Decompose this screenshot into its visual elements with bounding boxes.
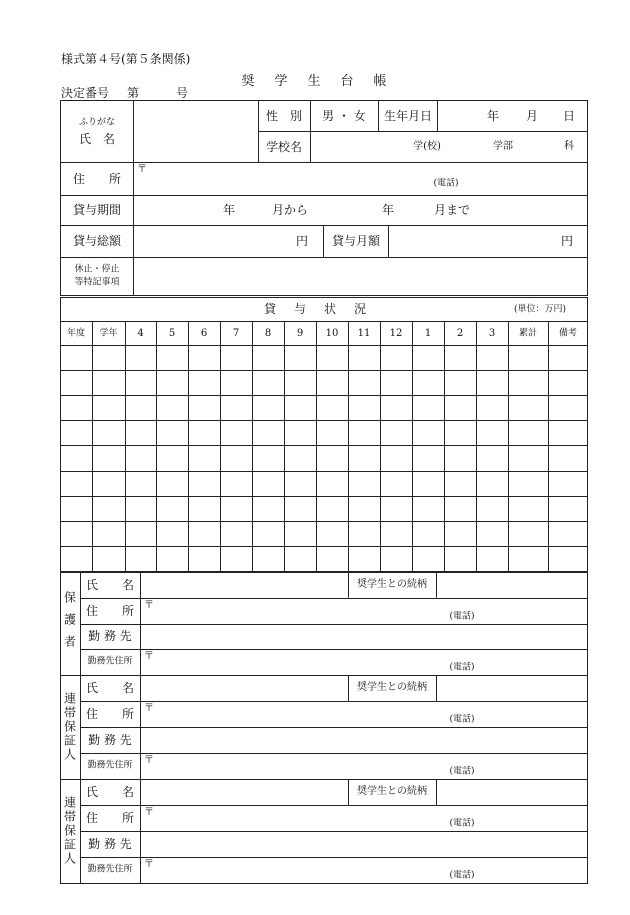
loan-header-1: 学年 [99, 328, 118, 339]
person-address-label: 住 所 [85, 603, 135, 618]
loan-cell[interactable] [549, 371, 588, 395]
loan-cell[interactable] [509, 472, 548, 496]
loan-cell[interactable] [93, 522, 125, 546]
loan-cell[interactable] [445, 396, 476, 420]
person-group-label: 保護者 [62, 590, 77, 657]
loan-cell[interactable] [509, 547, 548, 571]
loan-cell[interactable] [549, 446, 588, 470]
loan-cell[interactable] [189, 371, 220, 395]
person-name-field[interactable] [141, 676, 348, 701]
phone-label: (電話) [433, 178, 459, 189]
loan-cell[interactable] [285, 497, 316, 521]
loan-cell[interactable] [61, 522, 92, 546]
person-work-address-label: 勤務先住所 [87, 760, 133, 771]
loan-cell[interactable] [477, 371, 508, 395]
person-work-field[interactable] [141, 625, 587, 650]
monthly-yen: 円 [560, 234, 574, 248]
person-work-postal-mark: 〒 [144, 755, 154, 766]
loan-cell[interactable] [381, 421, 412, 445]
sex-options[interactable]: 男 ・ 女 [322, 109, 366, 123]
person-address-field[interactable] [141, 599, 587, 624]
page-title: 奨学生台帳 [241, 74, 407, 89]
loan-cell[interactable] [253, 446, 284, 470]
loan-cell[interactable] [317, 446, 348, 470]
loan-cell[interactable] [221, 346, 252, 370]
loan-cell[interactable] [253, 497, 284, 521]
person-work-postal-mark: 〒 [144, 651, 154, 663]
loan-cell[interactable] [509, 371, 548, 395]
loan-cell[interactable] [189, 547, 220, 571]
period-from-year: 年 [222, 203, 236, 217]
loan-cell[interactable] [445, 522, 476, 546]
loan-cell[interactable] [477, 472, 508, 496]
loan-header-5: 7 [232, 328, 240, 339]
person-work-address-field[interactable] [141, 754, 587, 779]
loan-cell[interactable] [285, 421, 316, 445]
loan-cell[interactable] [349, 371, 380, 395]
dob-field[interactable] [438, 101, 587, 131]
person-name-label: 氏 名 [85, 785, 135, 799]
loan-cell[interactable] [61, 446, 92, 470]
loan-cell[interactable] [157, 497, 188, 521]
loan-cell[interactable] [317, 346, 348, 370]
loan-cell[interactable] [349, 396, 380, 420]
loan-cell[interactable] [349, 472, 380, 496]
loan-cell[interactable] [61, 371, 92, 395]
loan-cell[interactable] [157, 547, 188, 571]
loan-cell[interactable] [93, 472, 125, 496]
loan-cell[interactable] [413, 472, 444, 496]
loan-cell[interactable] [381, 396, 412, 420]
loan-cell[interactable] [253, 396, 284, 420]
period-label: 貸与期間 [72, 203, 122, 217]
person-work-label: 勤 務 先 [88, 733, 132, 747]
loan-cell[interactable] [189, 396, 220, 420]
person-name-field[interactable] [141, 780, 348, 805]
person-name-field[interactable] [141, 573, 348, 598]
loan-cell[interactable] [285, 371, 316, 395]
person-work-field[interactable] [141, 832, 587, 857]
loan-cell[interactable] [477, 522, 508, 546]
loan-cell[interactable] [253, 522, 284, 546]
loan-header-8: 10 [325, 328, 339, 339]
person-work-field[interactable] [141, 728, 587, 753]
monthly-field[interactable] [389, 226, 587, 257]
person-relation-field[interactable] [437, 573, 587, 598]
loan-cell[interactable] [413, 371, 444, 395]
loan-cell[interactable] [253, 371, 284, 395]
person-work-label: 勤 務 先 [88, 629, 132, 644]
loan-header-12: 2 [456, 328, 464, 339]
loan-cell[interactable] [349, 497, 380, 521]
loan-cell[interactable] [221, 446, 252, 470]
loan-cell[interactable] [509, 396, 548, 420]
loan-cell[interactable] [381, 472, 412, 496]
loan-cell[interactable] [189, 421, 220, 445]
loan-cell[interactable] [477, 497, 508, 521]
loan-cell[interactable] [189, 472, 220, 496]
loan-cell[interactable] [509, 446, 548, 470]
form-number-label: 様式第４号(第５条関係) [61, 52, 191, 66]
loan-cell[interactable] [349, 421, 380, 445]
loan-cell[interactable] [61, 547, 92, 571]
person-relation-label: 奨学生との続柄 [357, 786, 427, 797]
dob-year: 年 [486, 109, 500, 123]
loan-cell[interactable] [413, 421, 444, 445]
loan-cell[interactable] [549, 346, 588, 370]
loan-cell[interactable] [253, 421, 284, 445]
loan-cell[interactable] [509, 421, 548, 445]
loan-cell[interactable] [477, 396, 508, 420]
loan-cell[interactable] [381, 346, 412, 370]
furigana-label: ふりがな [78, 117, 116, 128]
loan-cell[interactable] [221, 522, 252, 546]
loan-cell[interactable] [445, 371, 476, 395]
person-phone-label: (電話) [449, 714, 475, 725]
loan-cell[interactable] [381, 371, 412, 395]
loan-cell[interactable] [157, 371, 188, 395]
loan-cell[interactable] [413, 346, 444, 370]
loan-cell[interactable] [61, 396, 92, 420]
loan-header-14: 累計 [518, 328, 538, 339]
loan-cell[interactable] [509, 522, 548, 546]
loan-cell[interactable] [445, 472, 476, 496]
loan-cell[interactable] [126, 446, 156, 470]
loan-cell[interactable] [61, 346, 92, 370]
period-to-year: 年 [381, 203, 395, 217]
person-group-label: 連帯保証人 [62, 692, 77, 762]
person-relation-label: 奨学生との続柄 [357, 578, 427, 590]
loan-status-title: 貸与状況 [263, 302, 385, 316]
postal-mark: 〒 [137, 164, 147, 175]
name-label: 氏 名 [78, 132, 116, 146]
loan-cell[interactable] [285, 522, 316, 546]
loan-cell[interactable] [381, 522, 412, 546]
person-work-label: 勤 務 先 [88, 837, 132, 851]
loan-cell[interactable] [126, 472, 156, 496]
loan-cell[interactable] [253, 472, 284, 496]
person-postal-mark: 〒 [144, 807, 154, 818]
loan-cell[interactable] [349, 522, 380, 546]
loan-cell[interactable] [157, 446, 188, 470]
dob-month: 月 [525, 109, 539, 123]
person-phone-label: (電話) [449, 611, 475, 621]
loan-cell[interactable] [549, 522, 588, 546]
loan-cell[interactable] [317, 396, 348, 420]
loan-cell[interactable] [157, 421, 188, 445]
loan-cell[interactable] [413, 446, 444, 470]
loan-cell[interactable] [413, 396, 444, 420]
period-to: 月まで [433, 203, 471, 217]
loan-cell[interactable] [285, 547, 316, 571]
loan-cell[interactable] [445, 446, 476, 470]
person-address-field[interactable] [141, 702, 587, 727]
person-address-label: 住 所 [85, 811, 135, 825]
school-field[interactable] [311, 132, 587, 162]
loan-cell[interactable] [381, 446, 412, 470]
loan-header-9: 11 [357, 328, 371, 339]
loan-cell[interactable] [93, 421, 125, 445]
loan-cell[interactable] [61, 497, 92, 521]
loan-cell[interactable] [413, 497, 444, 521]
loan-header-11: 1 [424, 328, 432, 339]
monthly-label: 貸与月額 [331, 234, 381, 248]
loan-cell[interactable] [126, 396, 156, 420]
decision-number-go: 号 [176, 86, 189, 100]
loan-cell[interactable] [349, 346, 380, 370]
loan-cell[interactable] [477, 346, 508, 370]
loan-cell[interactable] [381, 497, 412, 521]
dob-label: 生年月日 [383, 109, 433, 123]
loan-cell[interactable] [93, 497, 125, 521]
loan-cell[interactable] [253, 346, 284, 370]
loan-header-3: 5 [168, 328, 176, 339]
loan-cell[interactable] [221, 421, 252, 445]
decision-number-dai: 第 [127, 86, 140, 100]
loan-cell[interactable] [445, 421, 476, 445]
loan-cell[interactable] [93, 547, 125, 571]
person-postal-mark: 〒 [144, 599, 154, 611]
loan-cell[interactable] [509, 497, 548, 521]
loan-cell[interactable] [477, 547, 508, 571]
person-name-label: 氏 名 [85, 577, 135, 592]
loan-cell[interactable] [93, 346, 125, 370]
person-relation-label: 奨学生との続柄 [357, 682, 427, 693]
name-field[interactable] [134, 101, 258, 162]
loan-header-0: 年度 [66, 328, 86, 339]
total-field[interactable] [134, 226, 323, 257]
notes-label-1: 休止・停止 [74, 264, 120, 275]
person-work-postal-mark: 〒 [144, 859, 154, 870]
loan-cell[interactable] [349, 547, 380, 571]
loan-header-4: 6 [200, 328, 208, 339]
loan-cell[interactable] [157, 472, 188, 496]
loan-cell[interactable] [413, 547, 444, 571]
loan-cell[interactable] [126, 547, 156, 571]
loan-header-2: 4 [137, 328, 144, 339]
loan-cell[interactable] [221, 371, 252, 395]
person-work-phone-label: (電話) [449, 766, 475, 777]
loan-cell[interactable] [549, 547, 588, 571]
loan-cell[interactable] [126, 421, 156, 445]
person-address-label: 住 所 [85, 707, 135, 721]
person-address-field[interactable] [141, 806, 587, 831]
loan-cell[interactable] [549, 497, 588, 521]
notes-label-2: 等特記事項 [74, 277, 120, 288]
person-relation-field[interactable] [437, 780, 587, 805]
dob-day: 日 [562, 109, 576, 123]
loan-cell[interactable] [285, 346, 316, 370]
loan-cell[interactable] [349, 446, 380, 470]
person-relation-field[interactable] [437, 676, 587, 701]
loan-cell[interactable] [317, 371, 348, 395]
school-label: 学校名 [265, 140, 303, 154]
loan-cell[interactable] [126, 371, 156, 395]
loan-cell[interactable] [381, 547, 412, 571]
sex-label: 性 別 [265, 109, 303, 123]
school-ka: 科 [564, 141, 574, 152]
loan-cell[interactable] [285, 472, 316, 496]
loan-cell[interactable] [157, 396, 188, 420]
loan-cell[interactable] [413, 522, 444, 546]
period-field[interactable] [134, 196, 587, 225]
loan-cell[interactable] [221, 547, 252, 571]
loan-cell[interactable] [253, 547, 284, 571]
loan-cell[interactable] [157, 522, 188, 546]
loan-cell[interactable] [126, 346, 156, 370]
loan-cell[interactable] [317, 522, 348, 546]
loan-cell[interactable] [477, 421, 508, 445]
loan-cell[interactable] [317, 547, 348, 571]
loan-cell[interactable] [221, 497, 252, 521]
person-work-address-field[interactable] [141, 650, 587, 675]
person-work-phone-label: (電話) [449, 662, 475, 673]
person-postal-mark: 〒 [144, 703, 154, 714]
loan-cell[interactable] [445, 497, 476, 521]
total-label: 貸与総額 [72, 234, 122, 248]
person-work-phone-label: (電話) [449, 870, 475, 881]
loan-cell[interactable] [285, 396, 316, 420]
person-phone-label: (電話) [449, 818, 475, 829]
person-work-address-label: 勤務先住所 [87, 864, 133, 875]
loan-header-6: 8 [264, 328, 272, 339]
decision-number-field[interactable] [142, 84, 172, 98]
total-yen: 円 [295, 234, 309, 248]
loan-cell[interactable] [445, 346, 476, 370]
loan-cell[interactable] [189, 522, 220, 546]
loan-cell[interactable] [549, 472, 588, 496]
loan-cell[interactable] [317, 421, 348, 445]
decision-number-label: 決定番号 [61, 86, 110, 100]
loan-cell[interactable] [93, 396, 125, 420]
loan-cell[interactable] [317, 472, 348, 496]
loan-cell[interactable] [189, 497, 220, 521]
person-work-address-field[interactable] [141, 858, 587, 883]
loan-header-13: 3 [488, 328, 496, 339]
loan-cell[interactable] [93, 446, 125, 470]
loan-cell[interactable] [126, 522, 156, 546]
address-label: 住 所 [72, 172, 122, 186]
period-from: 月から [271, 203, 309, 217]
loan-cell[interactable] [157, 346, 188, 370]
loan-cell[interactable] [93, 371, 125, 395]
loan-header-7: 9 [296, 328, 304, 339]
loan-cell[interactable] [221, 396, 252, 420]
loan-cell[interactable] [549, 421, 588, 445]
loan-cell[interactable] [317, 497, 348, 521]
person-group-label: 連帯保証人 [62, 796, 77, 866]
person-name-label: 氏 名 [85, 681, 135, 695]
loan-header-15: 備考 [558, 328, 578, 339]
address-field[interactable] [134, 163, 587, 195]
loan-cell[interactable] [126, 497, 156, 521]
loan-cell[interactable] [477, 446, 508, 470]
loan-cell[interactable] [189, 346, 220, 370]
loan-header-10: 12 [389, 328, 403, 339]
loan-cell[interactable] [61, 472, 92, 496]
loan-cell[interactable] [221, 472, 252, 496]
loan-cell[interactable] [549, 396, 588, 420]
person-work-address-label: 勤務先住所 [87, 656, 133, 667]
loan-cell[interactable] [189, 446, 220, 470]
loan-cell[interactable] [285, 446, 316, 470]
school-dept: 学部 [493, 141, 513, 152]
notes-field[interactable] [134, 258, 587, 295]
loan-cell[interactable] [61, 421, 92, 445]
loan-cell[interactable] [509, 346, 548, 370]
loan-status-unit: (単位：万円) [513, 304, 567, 315]
loan-cell[interactable] [445, 547, 476, 571]
school-gaku: 学(校) [413, 141, 441, 152]
